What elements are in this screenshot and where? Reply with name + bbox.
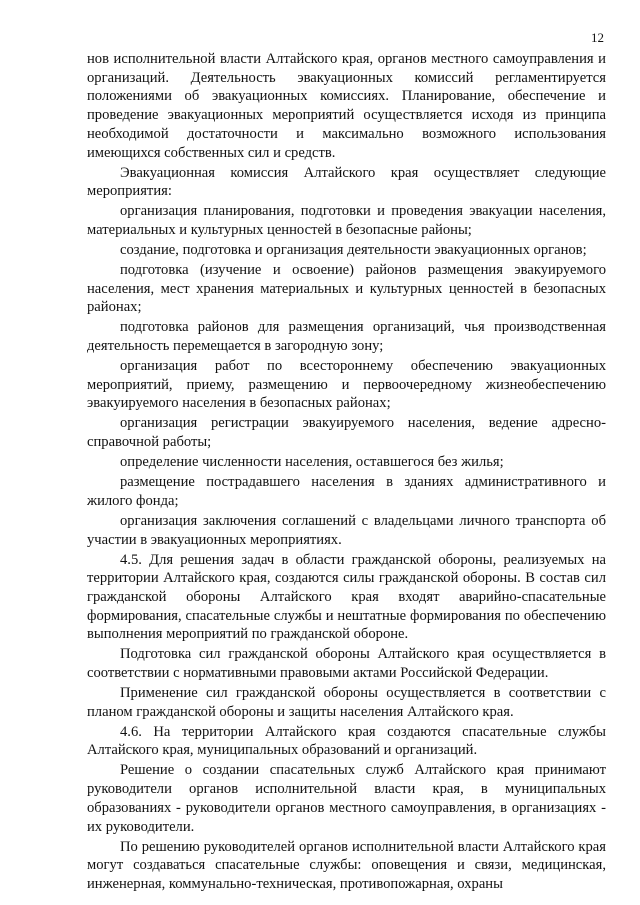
list-item: организация работ по всестороннему обеспечению эвакуационных мероприятий, приему, размещению и первоочередному жизнеобеспечению эвакуируемого населения в безопасных районах;: [87, 358, 606, 412]
list-item: организация регистрации эвакуируемого населения, ведение адресно-справочной работы;: [87, 415, 606, 451]
section-paragraph: 4.6. На территории Алтайского края создаются спасательные службы Алтайского края, муниципальных образований и организаций.: [87, 723, 606, 759]
paragraph: Подготовка сил гражданской обороны Алтайского края осуществляется в соответствии с нормативными правовыми актами Российской Федерации.: [87, 646, 606, 682]
list-item: создание, подготовка и организация деятельности эвакуационных органов;: [120, 241, 587, 258]
list-item: подготовка (изучение и освоение) районов размещения эвакуируемого населения, мест хранения материальных и культурных ценностей в безопасных районах;: [87, 261, 606, 316]
list-item: размещение пострадавшего населения в зданиях административного и жилого фонда;: [87, 474, 606, 509]
paragraph: нов исполнительной власти Алтайского края, органов местного самоуправления и организаций. Деятельность эвакуационных комиссий регламентируется положениями об эвакуационных комиссиях. Планирование, обеспечение и проведение эвакуационных мероприятий осуществляется исходя из принципа необходимой достаточности и максимально возможного использования имеющихся собственных сил и средств.: [87, 51, 606, 161]
paragraph: По решению руководителей органов исполнительной власти Алтайского края могут создаваться спасательные службы: оповещения и связи, медицинская, инженерная, коммунально-техническая, противопожарная, охраны: [87, 838, 606, 892]
section-paragraph: 4.5. Для решения задач в области гражданской обороны, реализуемых на территории Алтайского края, создаются силы гражданской обороны. В состав сил гражданской обороны Алтайского края входят аварийно-спасательные формирования, спасательные службы и нештатные формирования по обеспечению выполнения мероприятий по гражданской обороне.: [87, 551, 606, 643]
list-item: организация планирования, подготовки и проведения эвакуации населения, материальных и культурных ценностей в безопасные районы;: [87, 203, 606, 238]
document-body: [87, 50, 606, 895]
paragraph: Решение о создании спасательных служб Алтайского края принимают руководители органов исполнительной власти края, в муниципальных образованиях - руководители органов местного самоуправления, в организациях - их руководители.: [87, 762, 606, 835]
list-item: определение численности населения, оставшегося без жилья;: [120, 454, 504, 471]
paragraph: Применение сил гражданской обороны осуществляется в соответствии с планом гражданской обороны и защиты населения Алтайского края.: [87, 685, 606, 720]
paragraph: Эвакуационная комиссия Алтайского края осуществляет следующие мероприятия:: [87, 164, 606, 200]
page-number: 12: [591, 30, 604, 45]
list-item: организация заключения соглашений с владельцами личного транспорта об участии в эвакуационных мероприятиях.: [87, 512, 606, 548]
list-item: подготовка районов для размещения организаций, чья производственная деятельность перемещается в загородную зону;: [87, 319, 606, 355]
